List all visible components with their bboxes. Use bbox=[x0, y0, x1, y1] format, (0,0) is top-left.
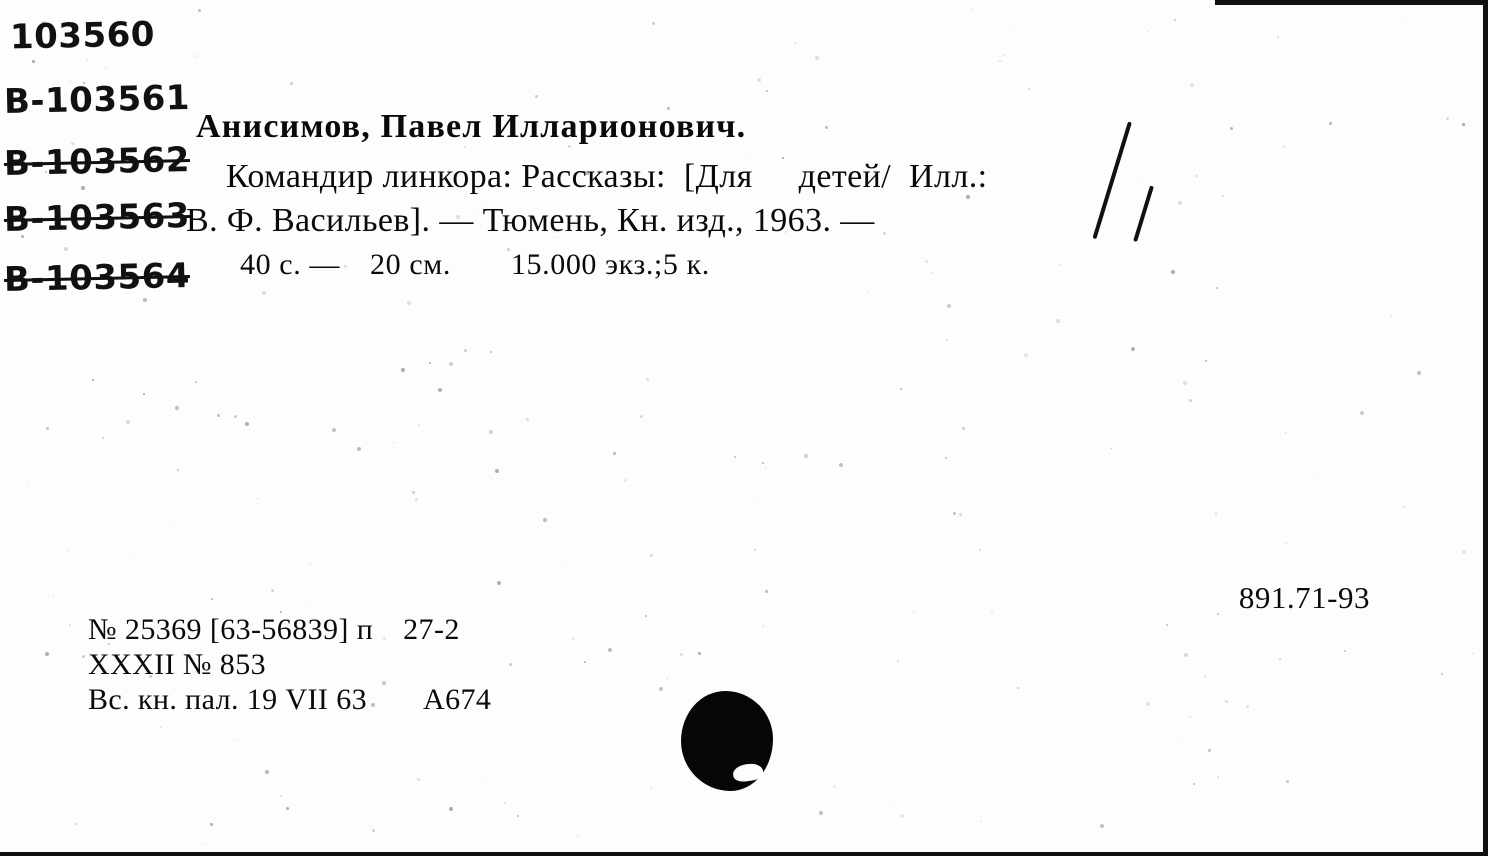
record-title-audience: [Для bbox=[683, 158, 753, 195]
registration-code: 27-2 bbox=[403, 613, 460, 646]
record-collation bbox=[240, 248, 710, 282]
registration-line-1 bbox=[88, 612, 491, 647]
card-top-edge bbox=[1215, 0, 1488, 5]
record-title-audience-2: детей/ bbox=[798, 158, 892, 195]
cutter-number: А674 bbox=[423, 683, 492, 716]
collation-size: 20 см. bbox=[370, 248, 451, 281]
registration-line-2: XXXII № 853 bbox=[88, 648, 266, 681]
accession-number-5: B-103564 bbox=[3, 256, 191, 300]
record-author: Анисимов, Павел Илларионович. bbox=[196, 108, 747, 145]
book-chamber-date: Вс. кн. пал. 19 VII 63 bbox=[88, 683, 368, 716]
record-title-line-1 bbox=[226, 158, 1376, 196]
collation-price: 5 к. bbox=[662, 248, 710, 281]
registration-block bbox=[88, 612, 491, 717]
registration-number: № 25369 [63-56839] п bbox=[88, 613, 374, 646]
collation-print-run: 15.000 экз.; bbox=[510, 248, 663, 281]
accession-number-2: B-103561 bbox=[3, 78, 191, 122]
collation-pages: 40 с. — bbox=[240, 248, 341, 281]
record-illustrator-label: Илл.: bbox=[909, 158, 988, 195]
card-right-edge bbox=[1483, 0, 1488, 856]
accession-number-4: B-103563 bbox=[3, 196, 191, 240]
registration-line-3 bbox=[88, 682, 491, 717]
record-title-main: Командир линкора: Рассказы: bbox=[226, 158, 666, 195]
classification-index: 891.71-93 bbox=[1238, 580, 1370, 615]
card-bottom-edge bbox=[0, 852, 1488, 856]
record-imprint: В. Ф. Васильев]. — Тюмень, Кн. изд., 1963. — bbox=[186, 202, 875, 239]
accession-number-3: B-103562 bbox=[3, 140, 191, 184]
accession-number-1: 103560 bbox=[9, 14, 156, 58]
